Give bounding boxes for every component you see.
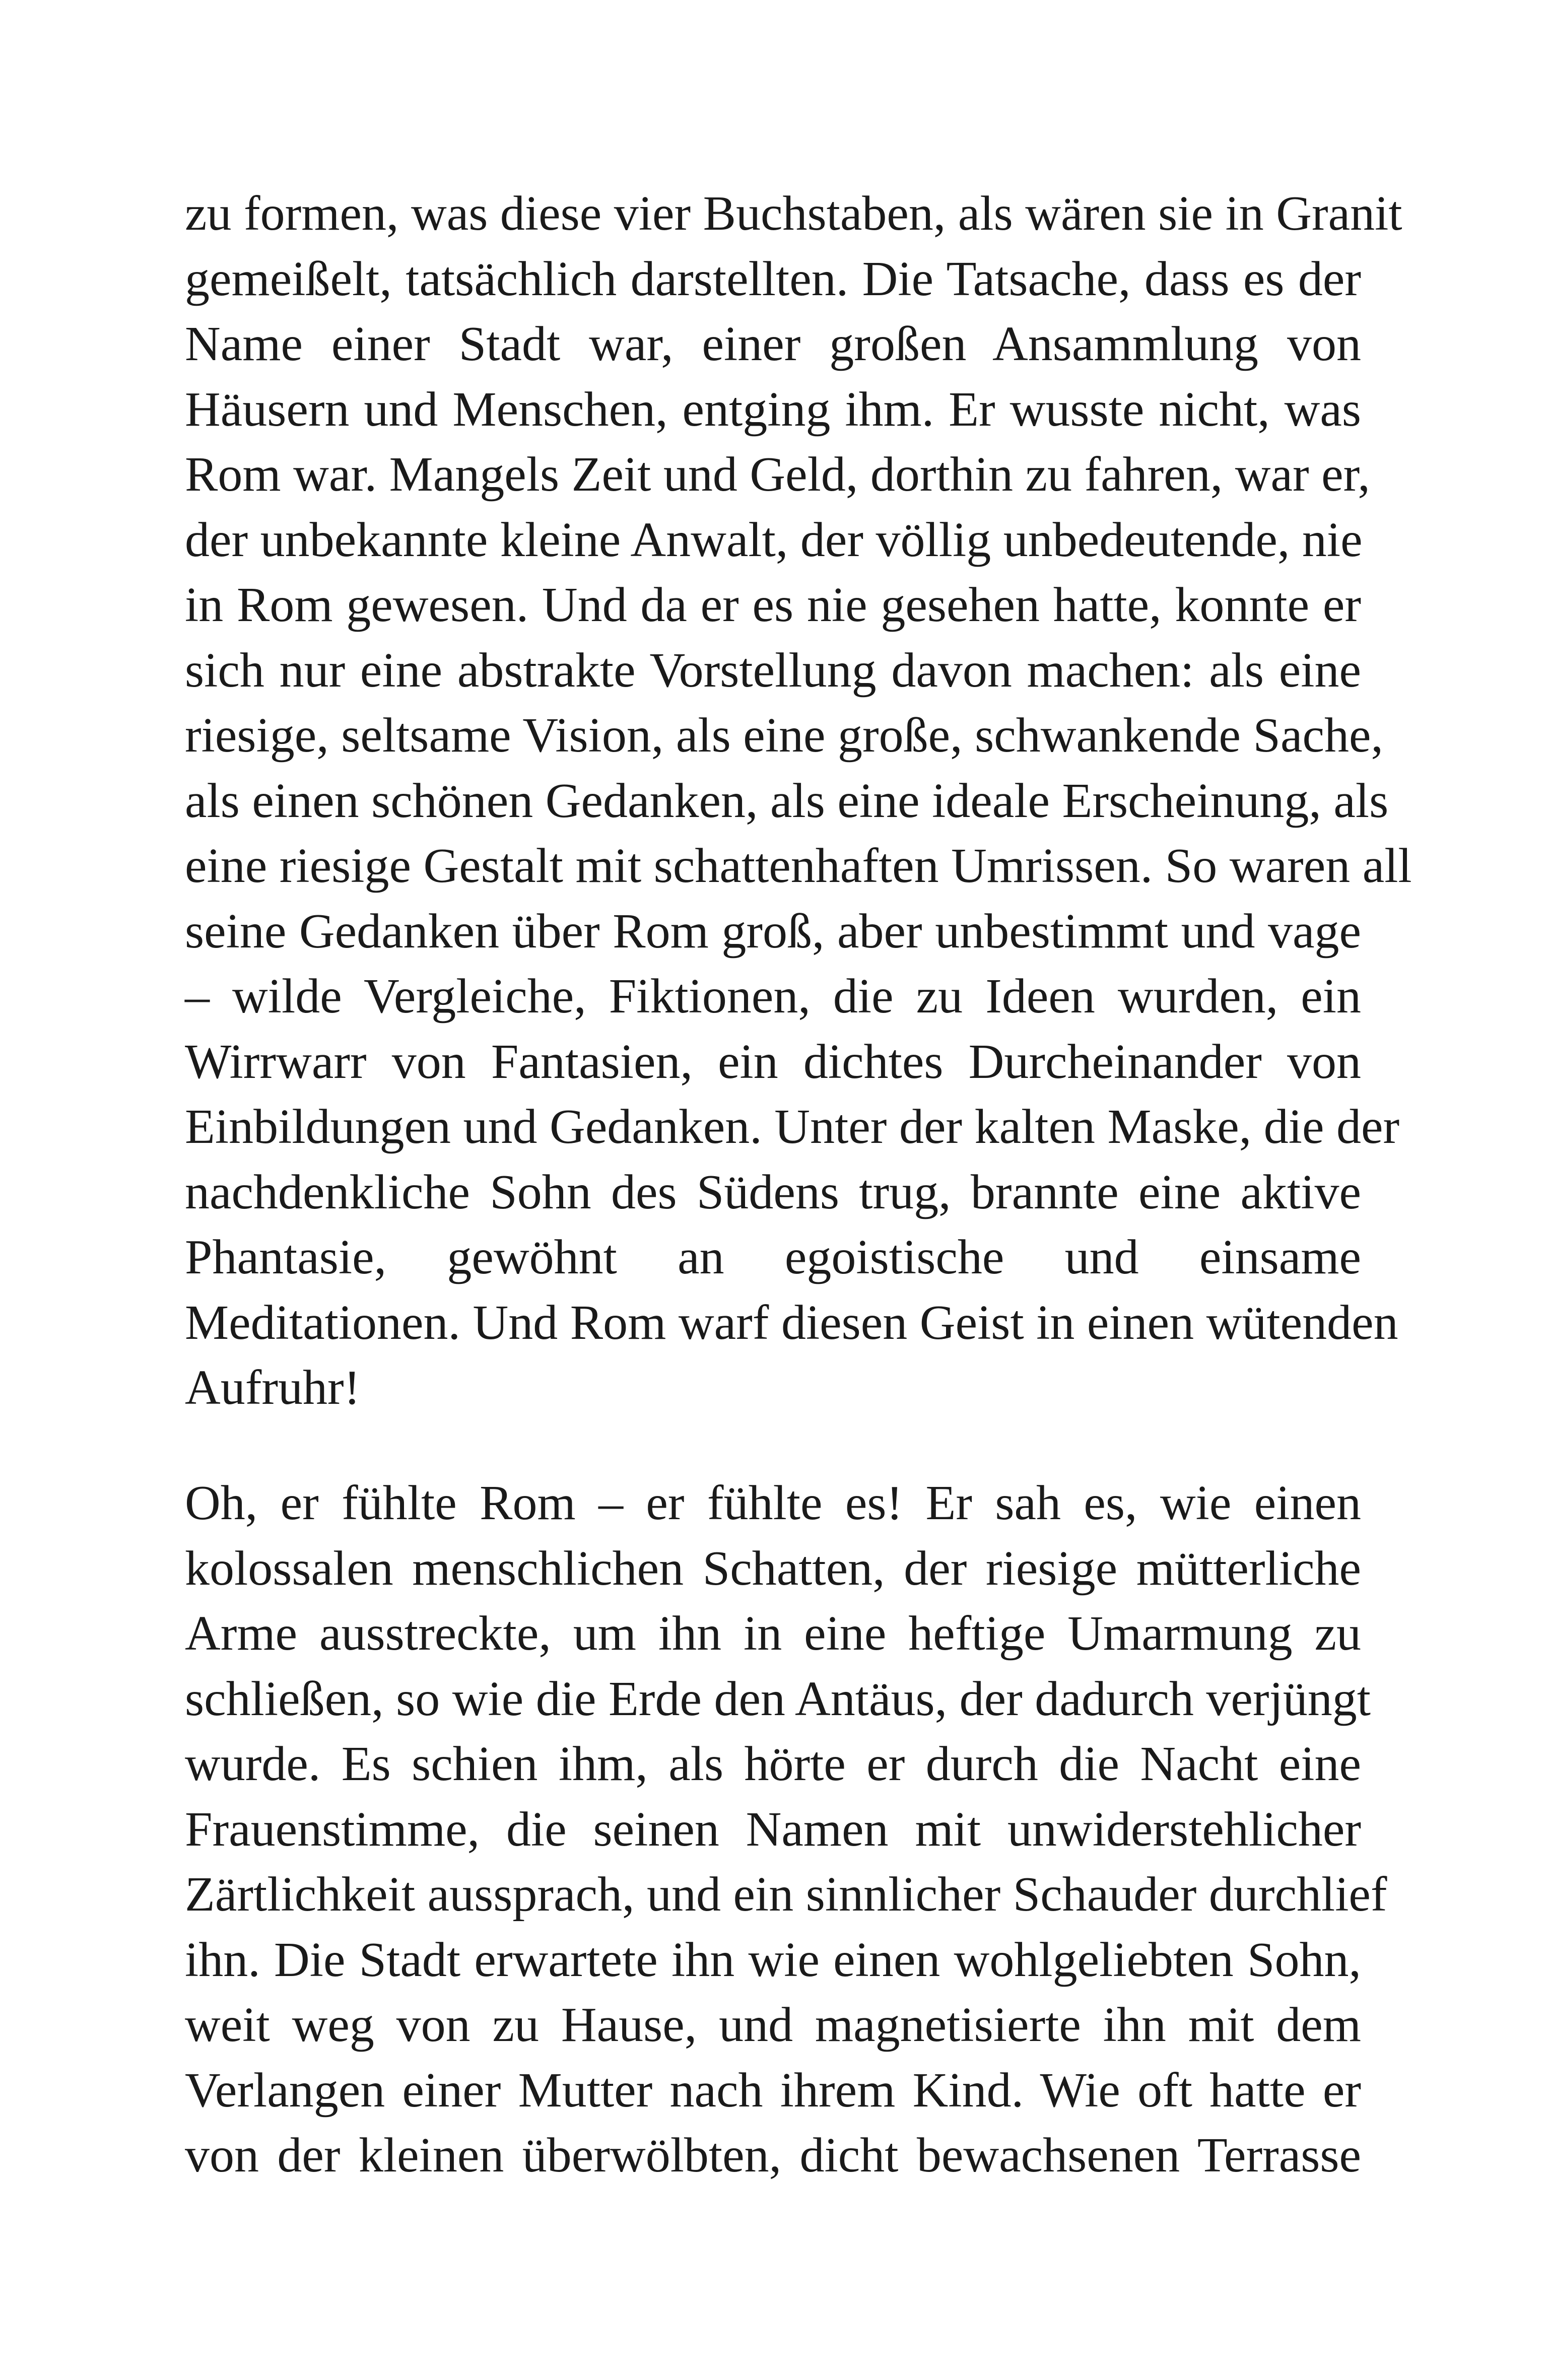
paragraph-line: Rom war. Mangels Zeit und Geld, dorthin zu fahren, war er, <box>185 447 1370 502</box>
paragraph-line: gemeißelt, tatsächlich darstellten. Die Tatsache, dass es der <box>185 251 1361 306</box>
paragraph-line: Phantasie, gewöhnt an egoistische und einsame <box>185 1230 1361 1284</box>
paragraph-line: Wirrwarr von Fantasien, ein dichtes Durcheinander von <box>185 1034 1361 1089</box>
paragraph-line: von der kleinen überwölbten, dicht bewachsenen Terrasse <box>185 2128 1361 2183</box>
paragraph-line: sich nur eine abstrakte Vorstellung davon machen: als eine <box>185 643 1361 698</box>
paragraph-line: eine riesige Gestalt mit schattenhaften Umrissen. So waren all <box>185 839 1412 893</box>
paragraph-line: der unbekannte kleine Anwalt, der völlig unbedeutende, nie <box>185 512 1363 567</box>
paragraph-line: in Rom gewesen. Und da er es nie gesehen hatte, konnte er <box>185 578 1361 632</box>
paragraph-line: Häusern und Menschen, entging ihm. Er wusste nicht, was <box>185 382 1361 437</box>
paragraph-line: Arme ausstreckte, um ihn in eine heftige Umarmung zu <box>185 1606 1361 1661</box>
paragraph-line: weit weg von zu Hause, und magnetisierte ihn mit dem <box>185 1998 1361 2052</box>
paragraph-line: nachdenkliche Sohn des Südens trug, brannte eine aktive <box>185 1165 1361 1219</box>
paragraph-line: Frauenstimme, die seinen Namen mit unwiderstehlicher <box>185 1802 1361 1857</box>
paragraph-line: kolossalen menschlichen Schatten, der riesige mütterliche <box>185 1541 1361 1596</box>
paragraph-2 <box>185 1471 1387 2189</box>
paragraph-line: – wilde Vergleiche, Fiktionen, die zu Ideen wurden, ein <box>185 969 1361 1024</box>
paragraph-1 <box>185 181 1412 1421</box>
paragraph-line: Name einer Stadt war, einer großen Ansammlung von <box>185 317 1361 371</box>
paragraph-line: Oh, er fühlte Rom – er fühlte es! Er sah es, wie einen <box>185 1476 1361 1530</box>
paragraph-line: zu formen, was diese vier Buchstaben, als wären sie in Granit <box>185 186 1402 241</box>
paragraph-line: riesige, seltsame Vision, als eine große, schwankende Sache, <box>185 708 1383 763</box>
paragraph-line: schließen, so wie die Erde den Antäus, der dadurch verjüngt <box>185 1671 1371 1726</box>
paragraph-line: als einen schönen Gedanken, als eine ideale Erscheinung, als <box>185 773 1389 828</box>
paragraph-line: Einbildungen und Gedanken. Unter der kalten Maske, die der <box>185 1100 1400 1154</box>
paragraph-line: wurde. Es schien ihm, als hörte er durch die Nacht eine <box>185 1737 1361 1791</box>
paragraph-line: seine Gedanken über Rom groß, aber unbestimmt und vage <box>185 904 1361 959</box>
paragraph-line: Meditationen. Und Rom warf diesen Geist in einen wütenden <box>185 1295 1398 1350</box>
paragraph-line: ihn. Die Stadt erwartete ihn wie einen wohlgeliebten Sohn, <box>185 1932 1361 1987</box>
paragraph-line: Zärtlichkeit aussprach, und ein sinnlicher Schauder durchlief <box>185 1867 1387 1922</box>
paragraph-line: Aufruhr! <box>185 1361 361 1415</box>
paragraph-line: Verlangen einer Mutter nach ihrem Kind. Wie oft hatte er <box>185 2063 1361 2118</box>
